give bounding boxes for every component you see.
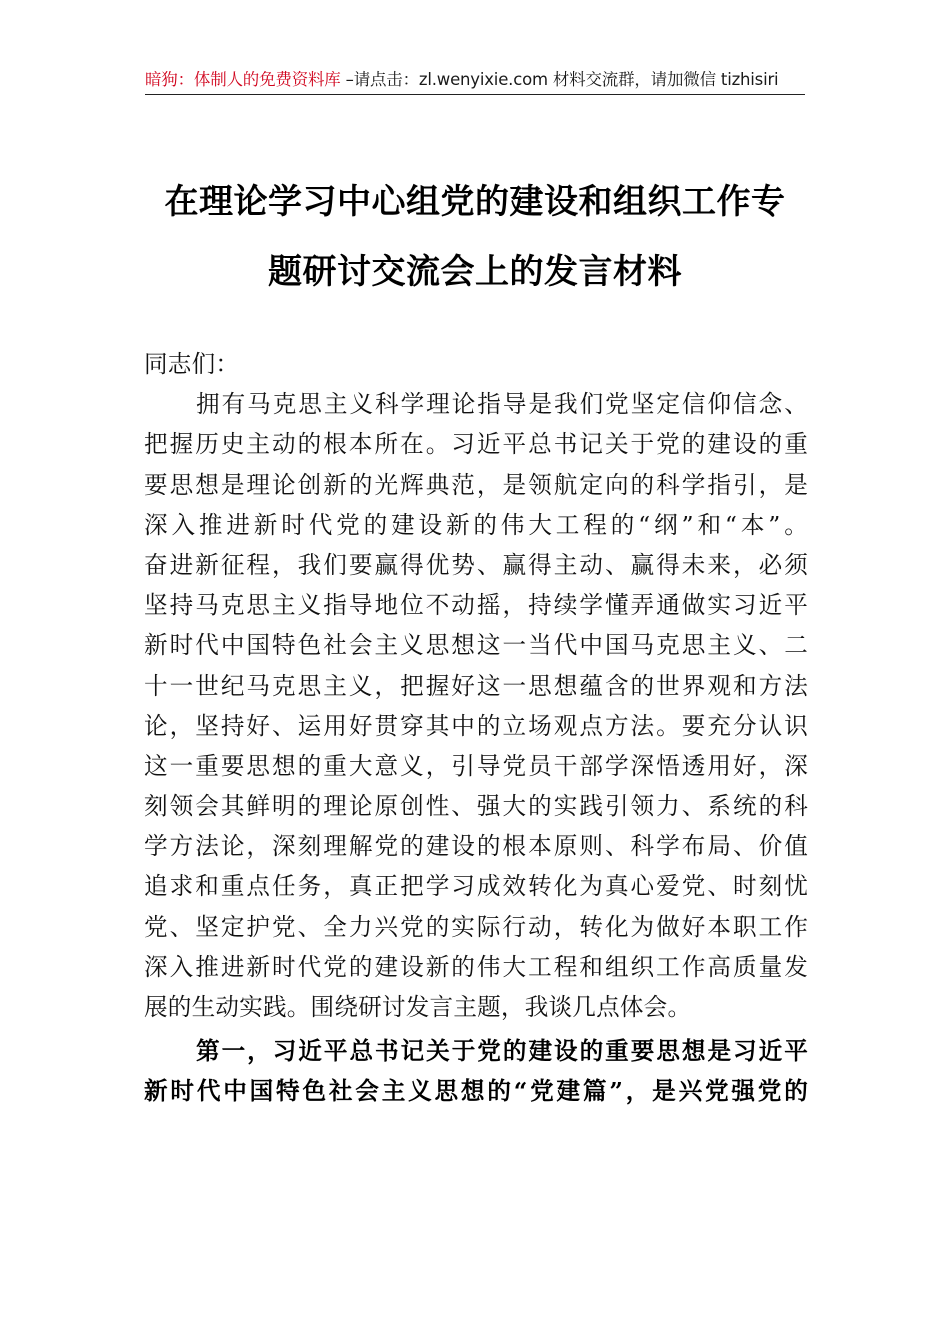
paragraph-line: 刻领会其鲜明的理论原创性、强大的实践引领力、系统的科 <box>144 792 808 821</box>
document-title <box>120 172 830 302</box>
paragraph-line: 拥有马克思主义科学理论指导是我们党坚定信仰信念、 <box>196 390 808 419</box>
paragraph-line: 新时代中国特色社会主义思想这一当代中国马克思主义、二 <box>144 631 808 660</box>
page-header <box>145 68 805 95</box>
title-line-1: 在理论学习中心组党的建设和组织工作专 <box>164 182 786 222</box>
paragraph-line: 深入推进新时代党的建设新的伟大工程和组织工作高质量发 <box>144 952 808 981</box>
paragraph-line: 展的生动实践。围绕研讨发言主题，我谈几点体会。 <box>144 993 692 1021</box>
header-site-name: 暗狗：体制人的免费资料库 <box>145 70 341 89</box>
header-contact-info: –请点击：zl.wenyixie.com 材料交流群，请加微信 tizhisiri <box>340 70 779 89</box>
paragraph-line: 十一世纪马克思主义，把握好这一思想蕴含的世界观和方法 <box>144 671 808 700</box>
paragraph-line: 深入推进新时代党的建设新的伟大工程的“纲”和“本”。 <box>144 510 808 539</box>
document-body <box>144 344 808 1112</box>
title-line-2: 题研讨交流会上的发言材料 <box>268 252 682 292</box>
paragraph-line: 论，坚持好、运用好贯穿其中的立场观点方法。要充分认识 <box>144 711 808 740</box>
paragraph-line: 坚持马克思主义指导地位不动摇，持续学懂弄通做实习近平 <box>144 591 808 620</box>
paragraph-line: 这一重要思想的重大意义，引导党员干部学深悟透用好，深 <box>144 751 808 780</box>
paragraph-line: 奋进新征程，我们要赢得优势、赢得主动、赢得未来，必须 <box>144 550 808 579</box>
paragraph-line: 学方法论，深刻理解党的建设的根本原则、科学布局、价值 <box>144 832 808 861</box>
heading-line: 第一，习近平总书记关于党的建设的重要思想是习近平 <box>196 1037 808 1066</box>
section-heading-1 <box>144 1031 808 1111</box>
paragraph-line: 党、坚定护党、全力兴党的实际行动，转化为做好本职工作 <box>144 912 808 941</box>
heading-line: 新时代中国特色社会主义思想的“党建篇”，是兴党强党的 <box>144 1077 808 1106</box>
paragraph-line: 追求和重点任务，真正把学习成效转化为真心爱党、时刻忧 <box>144 872 808 901</box>
paragraph-line: 把握历史主动的根本所在。习近平总书记关于党的建设的重 <box>144 430 808 459</box>
salutation: 同志们： <box>144 350 240 378</box>
paragraph-1 <box>144 384 808 1027</box>
paragraph-line: 要思想是理论创新的光辉典范，是领航定向的科学指引，是 <box>144 470 808 499</box>
